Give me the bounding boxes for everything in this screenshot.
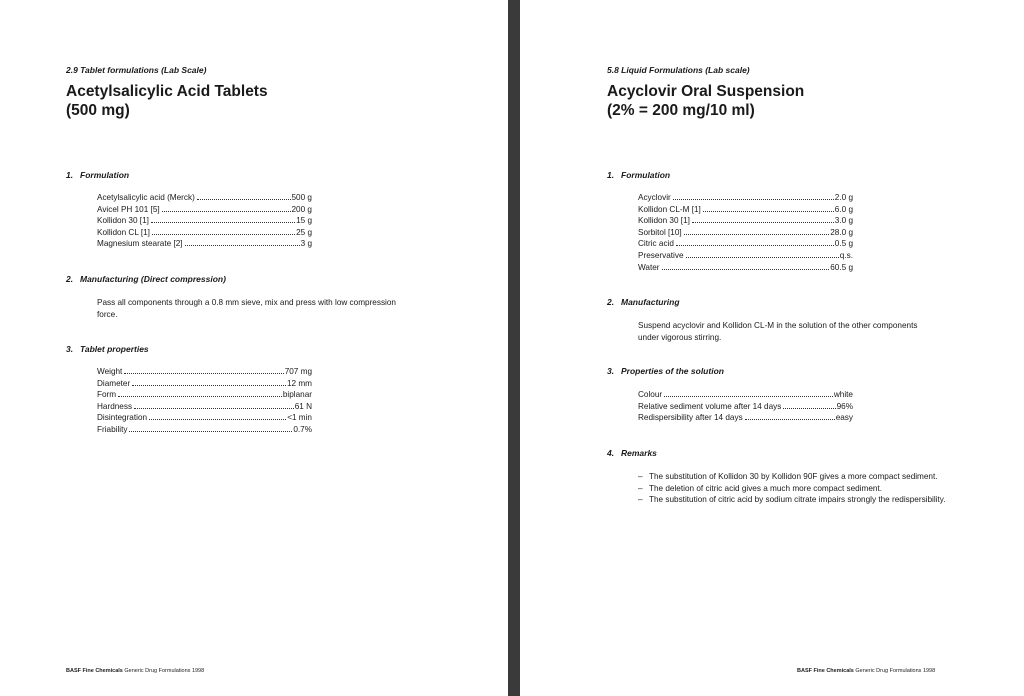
table-row: Acyclovir 2.0 g [638, 193, 853, 202]
section-manufacturing-heading: 2. Manufacturing (Direct compression) [66, 274, 226, 284]
table-row: Preservative q.s. [638, 250, 853, 260]
title-line-1: Acetylsalicylic Acid Tablets [66, 83, 268, 100]
page-header: 2.9 Tablet formulations (Lab Scale) [66, 65, 207, 75]
table-row: Kollidon CL [1] 25 g [97, 227, 312, 237]
section-formulation-heading: 1. Formulation [66, 170, 130, 180]
page-footer: BASF Fine Chemicals Generic Drug Formulations 1998 [66, 668, 205, 674]
table-row: Avicel PH 101 [5] 200 g [97, 204, 312, 214]
table-row: Disintegration <1 min [97, 413, 312, 423]
table-row: Sorbitol [10] 28.0 g [638, 227, 853, 237]
page-title [66, 82, 268, 120]
title-line-2: (500 mg) [66, 102, 130, 119]
list-item: – The substitution of citric acid by sodium citrate impairs strongly the redispersibility. [638, 495, 946, 505]
section-formulation-heading: 1. Formulation [607, 170, 671, 180]
table-row: Kollidon 30 [1] 3.0 g [638, 216, 853, 226]
formulation-table [638, 192, 853, 273]
table-row: Form biplanar [97, 390, 312, 400]
manufacturing-text: Suspend acyclovir and Kollidon CL-M in the solution of the other components under vigorous stirring. [638, 321, 918, 342]
table-row: Kollidon 30 [1] 15 g [97, 216, 312, 226]
section-tablet-properties-heading: 3. Tablet properties [66, 344, 149, 354]
properties-table [638, 389, 853, 424]
manufacturing-text: Pass all components through a 0.8 mm sieve, mix and press with low compression force. [97, 298, 396, 319]
table-row: Magnesium stearate [2] 3 g [97, 239, 312, 249]
properties-table [97, 366, 312, 436]
list-item: – The deletion of citric acid gives a much more compact sediment. [638, 483, 882, 493]
section-remarks-heading: 4. Remarks [607, 448, 657, 458]
table-row: Colour white [638, 390, 853, 399]
title-line-1: Acyclovir Oral Suspension [607, 83, 805, 100]
remarks-list [638, 471, 968, 506]
section-manufacturing-heading: 2. Manufacturing [607, 297, 680, 307]
table-row: Friability 0.7% [97, 424, 312, 434]
table-row: Diameter 12 mm [97, 378, 312, 388]
table-row: Citric acid 0.5 g [638, 239, 853, 249]
table-row: Weight 707 mg [97, 367, 312, 376]
table-row: Water 60.5 g [638, 262, 853, 272]
page-footer: BASF Fine Chemicals Generic Drug Formulations 1998 [797, 668, 936, 674]
title-line-2: (2% = 200 mg/10 ml) [607, 102, 755, 119]
table-row: Acetylsalicylic acid (Merck) 500 g [97, 193, 312, 202]
table-row: Hardness 61 N [97, 401, 312, 411]
formulation-table [97, 192, 312, 250]
page-header: 5.8 Liquid Formulations (Lab scale) [607, 65, 750, 75]
right-page [520, 0, 1024, 696]
table-row: Redispersibility after 14 days easy [638, 413, 853, 423]
table-row: Kollidon CL-M [1] 6.0 g [638, 204, 853, 214]
table-row: Relative sediment volume after 14 days 96% [638, 401, 853, 411]
page-title [607, 82, 804, 120]
list-item: – The substitution of Kollidon 30 by Kollidon 90F gives a more compact sediment. [638, 472, 938, 481]
left-page [0, 0, 508, 696]
section-properties-heading: 3. Properties of the solution [607, 366, 724, 376]
